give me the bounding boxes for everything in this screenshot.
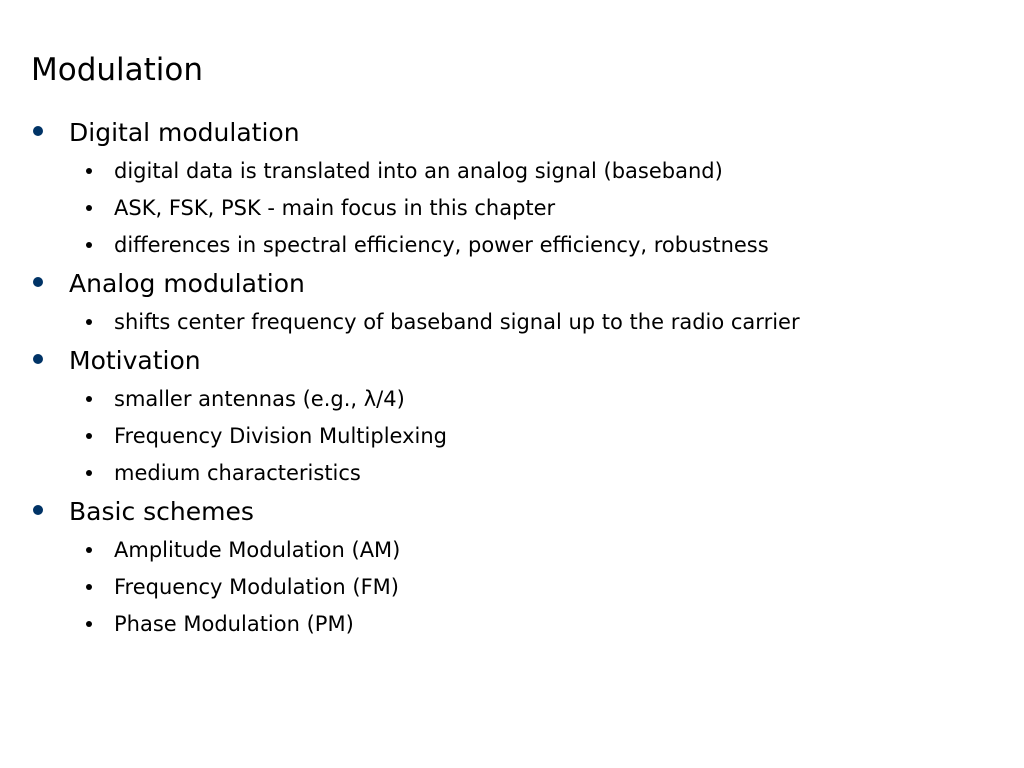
section-row	[31, 341, 1011, 381]
sub-bullet-item	[31, 227, 1011, 264]
sub-bullet-text: Frequency Division Multiplexing	[114, 424, 447, 448]
section-analog-modulation	[31, 264, 1011, 341]
section-digital-modulation	[31, 113, 1011, 264]
sub-bullet-item	[31, 190, 1011, 227]
sub-bullet-text: ASK, FSK, PSK - main focus in this chapter	[114, 196, 556, 220]
sub-bullet-list	[31, 532, 1011, 643]
bullet-dot-icon	[33, 126, 43, 136]
sub-bullet-dot-icon	[86, 470, 92, 476]
section-row	[31, 113, 1011, 153]
sub-bullet-item	[31, 569, 1011, 606]
sub-bullet-text: Amplitude Modulation (AM)	[114, 538, 401, 562]
bullet-list	[31, 113, 1011, 643]
sub-bullet-item	[31, 304, 1011, 341]
sub-bullet-text: digital data is translated into an analog signal (baseband)	[114, 159, 723, 183]
sub-bullet-text: Frequency Modulation (FM)	[114, 575, 399, 599]
section-label: Motivation	[69, 346, 201, 375]
slide-title: Modulation	[31, 52, 204, 88]
bullet-dot-icon	[33, 354, 43, 364]
sub-bullet-text: medium characteristics	[114, 461, 361, 485]
sub-bullet-text: Phase Modulation (PM)	[114, 612, 354, 636]
sub-bullet-list	[31, 153, 1011, 264]
sub-bullet-text: differences in spectral efficiency, power efficiency, robustness	[114, 233, 769, 257]
bullet-dot-icon	[33, 277, 43, 287]
section-row	[31, 492, 1011, 532]
section-row	[31, 264, 1011, 304]
sub-bullet-item	[31, 418, 1011, 455]
sub-bullet-text: smaller antennas (e.g., λ/4)	[114, 387, 405, 411]
sub-bullet-item	[31, 153, 1011, 190]
section-basic-schemes	[31, 492, 1011, 643]
sub-bullet-list	[31, 304, 1011, 341]
sub-bullet-list	[31, 381, 1011, 492]
section-label: Basic schemes	[69, 497, 254, 526]
sub-bullet-item	[31, 532, 1011, 569]
sub-bullet-item	[31, 381, 1011, 418]
section-label: Analog modulation	[69, 269, 305, 298]
sub-bullet-dot-icon	[86, 396, 92, 402]
sub-bullet-item	[31, 455, 1011, 492]
sub-bullet-dot-icon	[86, 319, 92, 325]
section-motivation	[31, 341, 1011, 492]
sub-bullet-text: shifts center frequency of baseband signal up to the radio carrier	[114, 310, 800, 334]
sub-bullet-dot-icon	[86, 584, 92, 590]
sub-bullet-dot-icon	[86, 205, 92, 211]
sub-bullet-dot-icon	[86, 168, 92, 174]
sub-bullet-dot-icon	[86, 621, 92, 627]
sub-bullet-dot-icon	[86, 433, 92, 439]
sub-bullet-dot-icon	[86, 242, 92, 248]
sub-bullet-item	[31, 606, 1011, 643]
section-label: Digital modulation	[69, 118, 300, 147]
bullet-dot-icon	[33, 505, 43, 515]
sub-bullet-dot-icon	[86, 547, 92, 553]
